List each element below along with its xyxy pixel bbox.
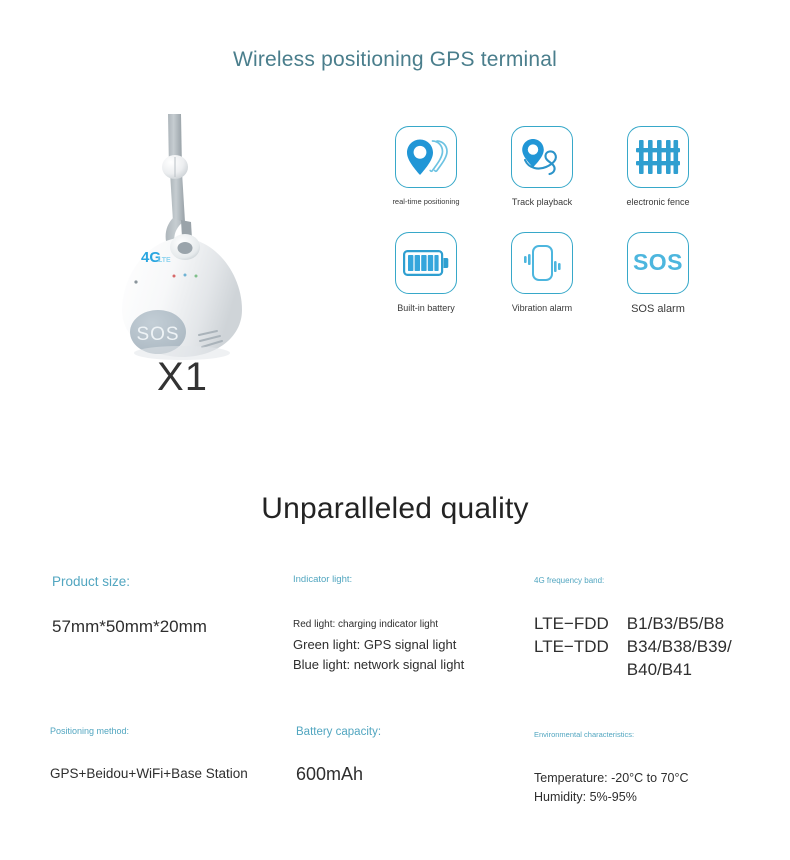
feature-real-time-positioning[interactable] <box>368 126 484 208</box>
spec-value: 57mm*50mm*20mm <box>52 617 207 636</box>
spec-positioning-method <box>50 726 248 781</box>
feature-label: Vibration alarm <box>511 302 573 313</box>
spec-value: GPS+Beidou+WiFi+Base Station <box>50 766 248 781</box>
feature-electronic-fence[interactable] <box>600 126 716 208</box>
feature-label: real-time positioning <box>392 197 460 206</box>
spec-value: 600mAh <box>296 764 364 784</box>
track-route-icon <box>520 136 564 178</box>
spec-battery-capacity <box>296 726 381 785</box>
feature-built-in-battery[interactable] <box>368 232 484 316</box>
spec-value <box>534 769 689 807</box>
band-names <box>534 613 609 682</box>
section-title-quality: Unparalleled quality <box>261 492 529 525</box>
product-model-label: X1 <box>157 355 208 399</box>
feature-label: Built-in battery <box>397 302 455 313</box>
page-title: Wireless positioning GPS terminal <box>232 48 558 71</box>
feature-row <box>368 232 718 316</box>
frequency-band-table <box>534 613 732 682</box>
spec-key: Positioning method: <box>50 726 130 736</box>
spec-value-line: Blue light: network signal light <box>293 656 465 672</box>
band-value: B40/B41 <box>626 659 693 679</box>
feature-vibration-alarm[interactable] <box>484 232 600 316</box>
feature-grid <box>368 126 718 316</box>
fence-icon <box>636 137 680 177</box>
spec-key: 4G frequency band: <box>534 576 605 585</box>
spec-key: Product size: <box>52 574 131 589</box>
spec-value-line: Green light: GPS signal light <box>293 636 457 652</box>
location-pin-stack-icon <box>404 136 448 178</box>
feature-icon-frame <box>395 232 457 294</box>
band-value: B34/B38/B39/ <box>626 636 732 656</box>
band-value: B1/B3/B5/B8 <box>626 614 725 633</box>
spec-value-line: Humidity: 5%-95% <box>534 789 637 804</box>
feature-icon-frame <box>627 232 689 294</box>
product-image <box>95 110 270 360</box>
feature-icon-frame <box>395 126 457 188</box>
spec-product-size <box>52 574 207 637</box>
band-values <box>627 613 732 682</box>
spec-frequency-band <box>534 576 732 682</box>
svg-text:LTE: LTE <box>158 257 171 264</box>
spec-indicator-light <box>293 574 464 675</box>
feature-icon-frame <box>511 126 573 188</box>
feature-label: SOS alarm <box>631 302 685 315</box>
band-name: LTE−TDD <box>534 636 609 656</box>
vibration-phone-icon <box>519 242 565 284</box>
feature-label: electronic fence <box>626 197 690 207</box>
spec-key: Indicator light: <box>293 574 353 585</box>
spec-value-line: Temperature: -20°C to 70°C <box>534 771 689 785</box>
feature-track-playback[interactable] <box>484 126 600 208</box>
feature-row <box>368 126 718 208</box>
sos-icon: SOS <box>632 249 684 276</box>
feature-icon-frame <box>511 232 573 294</box>
feature-icon-frame <box>627 126 689 188</box>
spec-key: Battery capacity: <box>296 726 382 738</box>
feature-sos-alarm[interactable] <box>600 232 716 316</box>
band-name: LTE−FDD <box>534 614 609 633</box>
battery-full-icon <box>403 248 449 278</box>
spec-environmental-characteristics <box>534 730 689 807</box>
spec-value-line: Red light: charging indicator light <box>293 619 439 630</box>
spec-key: Environmental characteristics: <box>534 730 635 739</box>
svg-text:SOS: SOS <box>136 324 180 345</box>
svg-text:4G: 4G <box>141 249 162 266</box>
spec-value <box>293 615 464 675</box>
feature-label: Track playback <box>511 197 573 207</box>
